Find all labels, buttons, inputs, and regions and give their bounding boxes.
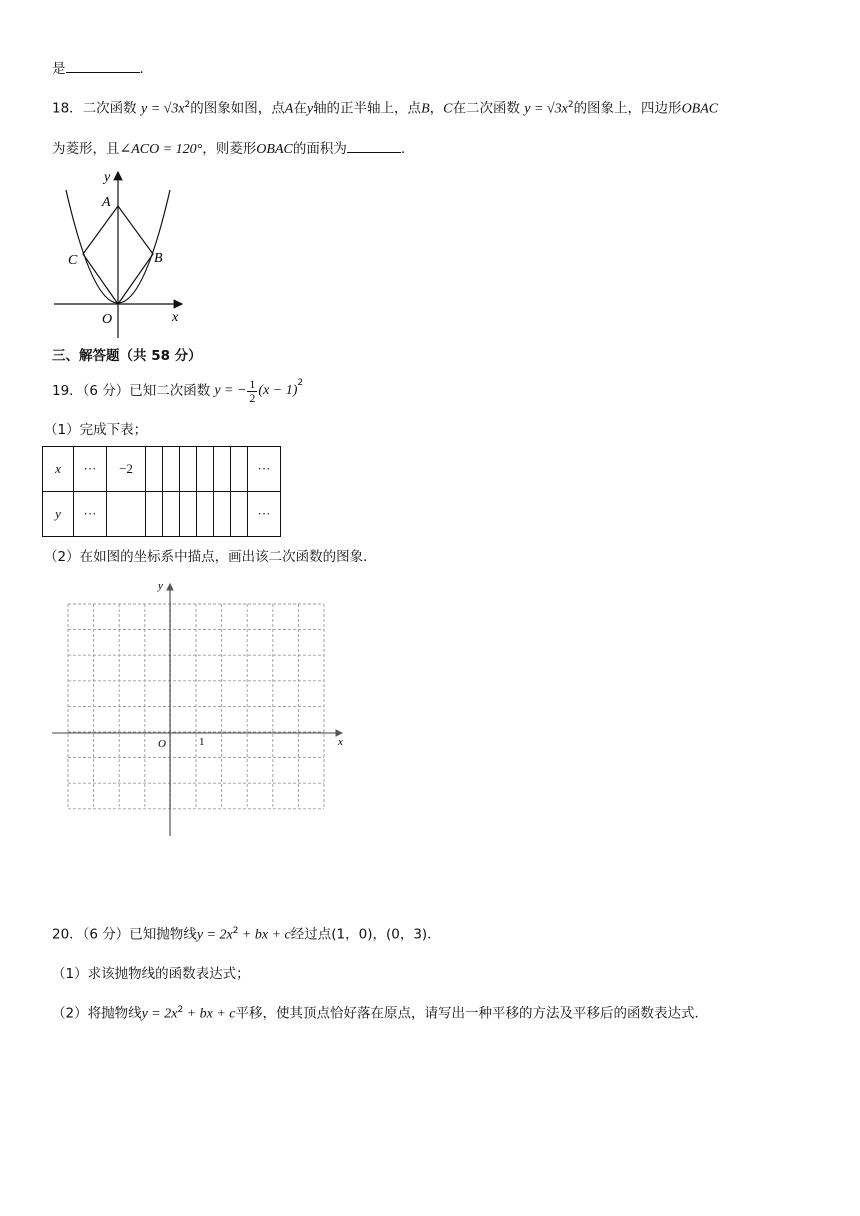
section-heading: 三、解答题（共 58 分） bbox=[52, 348, 202, 364]
grid-label-y: y bbox=[158, 580, 163, 592]
q19-stem bbox=[52, 376, 303, 406]
q18-end: . bbox=[400, 141, 406, 157]
q18-number: 18． bbox=[52, 100, 83, 117]
fig18-label-y: y bbox=[104, 170, 111, 185]
q20-func-rest: + bx + c bbox=[238, 927, 291, 943]
q20-number: 20．（6 分）已知抛物线 bbox=[52, 926, 197, 943]
table-cell-y-blank[interactable] bbox=[231, 492, 248, 537]
q18-function: y = √3x bbox=[140, 101, 185, 117]
table-cell-y-blank[interactable] bbox=[163, 492, 180, 537]
q18-sep: ， bbox=[429, 100, 444, 117]
fig18-label-o: O bbox=[102, 312, 113, 327]
q18-text-5: 在二次函数 bbox=[452, 100, 520, 117]
table-cell-x-blank[interactable] bbox=[214, 447, 231, 492]
q18-exponent: 2 bbox=[184, 100, 191, 110]
q18-text-6: 的图象上，四边形 bbox=[573, 100, 682, 117]
q18-line1 bbox=[52, 100, 718, 118]
q18-exponent-2: 2 bbox=[567, 100, 574, 110]
q18-answer-blank[interactable] bbox=[347, 151, 401, 153]
q19-func-rhs: (x − 1) bbox=[258, 382, 298, 398]
table-cell-y-blank[interactable] bbox=[180, 492, 197, 537]
q20-part2-a: （2）将抛物线 bbox=[52, 1005, 142, 1022]
table-cell-y-left: ··· bbox=[74, 492, 107, 537]
q18-text-7: 为菱形，且 bbox=[52, 141, 120, 157]
q19-func-lhs: y = − bbox=[214, 382, 247, 398]
table-cell-y-head: y bbox=[43, 492, 74, 537]
table-cell-y-right: ··· bbox=[248, 492, 281, 537]
q19-fraction bbox=[247, 378, 257, 404]
q20-part2-b: 平移，使其顶点恰好落在原点，请写出一种平移的方法及平移后的函数表达式． bbox=[235, 1005, 709, 1022]
q18-point-c: C bbox=[443, 101, 453, 117]
table-cell-y-blank[interactable] bbox=[146, 492, 163, 537]
fig18-label-x: x bbox=[172, 310, 179, 325]
q17-tail bbox=[52, 61, 144, 77]
q20-func-rest-2: + bx + c bbox=[183, 1006, 236, 1022]
grid-label-o: O bbox=[158, 738, 166, 750]
table-cell-x-left: ··· bbox=[74, 447, 107, 492]
q20-stem bbox=[52, 926, 441, 944]
q17-text: 是 bbox=[52, 61, 66, 77]
table-cell-x-blank[interactable] bbox=[146, 447, 163, 492]
q20-part1: （1）求该抛物线的函数表达式； bbox=[52, 966, 250, 982]
q18-quadrilateral-2: OBAC bbox=[256, 142, 293, 157]
table-cell-x-head: x bbox=[43, 447, 74, 492]
q20-func-2: y = 2x bbox=[141, 1006, 178, 1022]
q19-grid[interactable] bbox=[48, 572, 352, 842]
q17-answer-blank[interactable] bbox=[66, 71, 140, 73]
q19-exponent: 2 bbox=[297, 378, 304, 388]
q18-figure bbox=[50, 166, 190, 342]
table-cell-y-blank[interactable] bbox=[214, 492, 231, 537]
q17-end: . bbox=[139, 61, 144, 77]
table-row-y bbox=[43, 492, 281, 537]
q20-part2 bbox=[52, 1005, 708, 1023]
fig18-label-c: C bbox=[68, 253, 78, 268]
table-cell-x-blank[interactable] bbox=[163, 447, 180, 492]
q18-quadrilateral: OBAC bbox=[681, 101, 719, 117]
q19-part1: （1）完成下表； bbox=[44, 422, 148, 438]
q18-point-a: A bbox=[284, 101, 294, 117]
grid-lines bbox=[68, 604, 324, 809]
q18-function-2: y = √3x bbox=[524, 101, 568, 117]
q20-exponent-2: 2 bbox=[177, 1005, 184, 1015]
q20-text: 经过点(1，0)，(0，3)． bbox=[290, 926, 441, 943]
q18-line2 bbox=[52, 141, 405, 159]
q18-point-b: B bbox=[421, 101, 430, 117]
q18-text-4: 轴的正半轴上，点 bbox=[313, 100, 422, 117]
table-cell-x-blank[interactable] bbox=[197, 447, 214, 492]
q18-y-axis: y bbox=[306, 101, 314, 117]
value-table bbox=[42, 446, 281, 537]
q19-part2: （2）在如图的坐标系中描点，画出该二次函数的图象． bbox=[44, 549, 377, 565]
q18-text-8: ，则菱形 bbox=[202, 141, 257, 157]
q19-number: 19．（6 分）已知二次函数 bbox=[52, 382, 211, 399]
table-cell-x-first: −2 bbox=[107, 447, 146, 492]
table-cell-x-blank[interactable] bbox=[231, 447, 248, 492]
q20-exponent: 2 bbox=[232, 926, 239, 936]
q19-frac-den: 2 bbox=[249, 390, 256, 405]
fig18-label-b: B bbox=[154, 251, 163, 266]
q18-text-1: 二次函数 bbox=[82, 100, 137, 117]
q19-frac-num: 1 bbox=[249, 376, 256, 391]
q18-text-9: 的面积为 bbox=[292, 141, 347, 157]
q20-func: y = 2x bbox=[196, 927, 233, 943]
table-cell-y-blank[interactable] bbox=[197, 492, 214, 537]
table-row-x bbox=[43, 447, 281, 492]
fig18-label-a: A bbox=[102, 195, 111, 210]
q18-text-2: 的图象如图，点 bbox=[190, 100, 285, 117]
grid-label-x: x bbox=[338, 736, 343, 748]
q18-text-3: 在 bbox=[293, 100, 307, 117]
table-cell-y-blank[interactable] bbox=[107, 492, 146, 537]
table-cell-x-right: ··· bbox=[248, 447, 281, 492]
table-cell-x-blank[interactable] bbox=[180, 447, 197, 492]
grid-label-one: 1 bbox=[199, 736, 205, 748]
q18-angle: ∠ACO = 120° bbox=[119, 142, 203, 157]
